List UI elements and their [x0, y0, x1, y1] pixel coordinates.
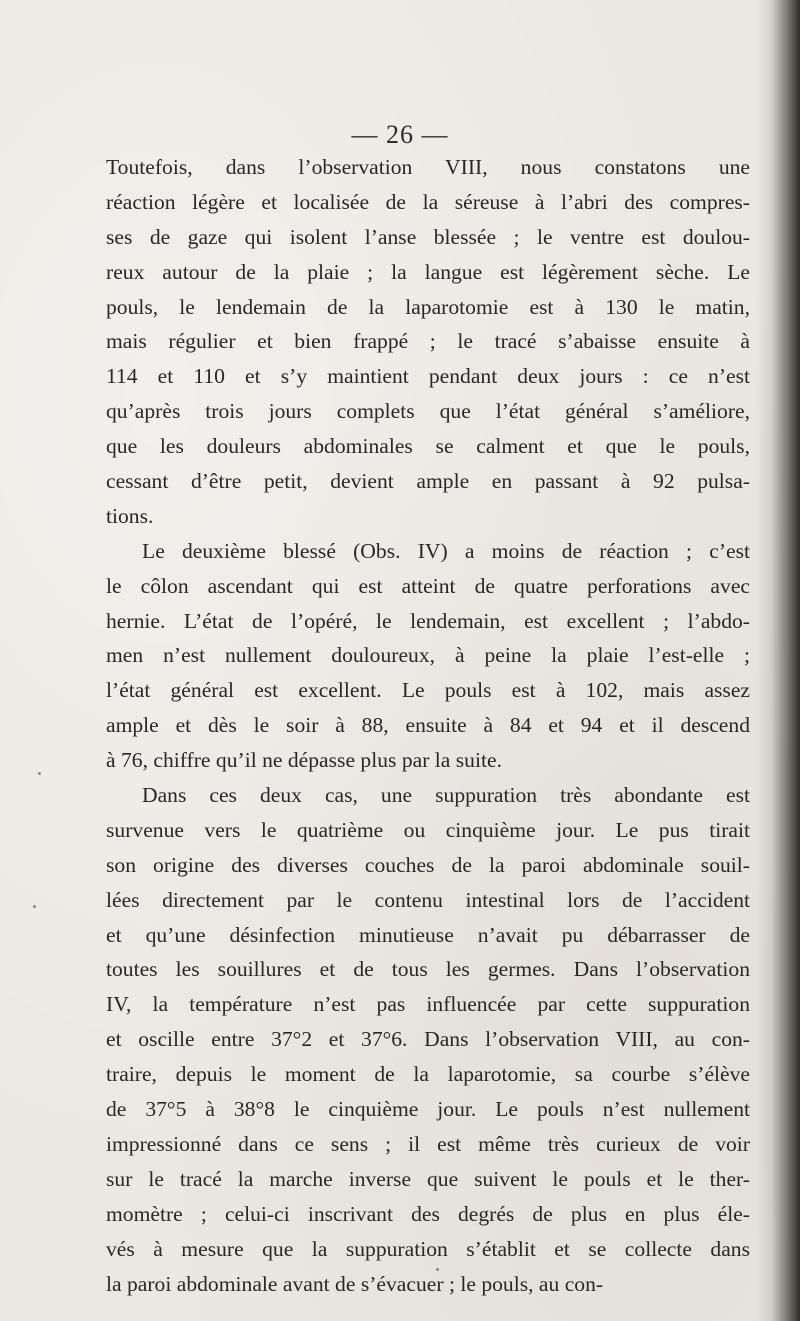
speck-mark	[33, 905, 36, 908]
text-line: la paroi abdominale avant de s’évacuer ; le pouls, au con-	[106, 1271, 604, 1296]
text-line: sur le tracé la marche inverse que suivent le pouls et le ther-	[106, 1166, 750, 1191]
text-line: cessant d’être petit, devient ample en passant à 92 pulsa-	[106, 469, 750, 494]
text-line: impressionné dans ce sens ; il est même très curieux de voir	[106, 1131, 750, 1156]
text-line: pouls, le lendemain de la laparotomie est à 130 le matin,	[106, 294, 750, 319]
text-line: qu’après trois jours complets que l’état général s’améliore,	[106, 399, 750, 424]
text-line: vés à mesure que la suppuration s’établit et se collecte dans	[106, 1236, 750, 1261]
paragraph	[106, 778, 750, 1301]
text-line: de 37°5 à 38°8 le cinquième jour. Le pouls n’est nullement	[106, 1097, 750, 1122]
paragraph	[106, 150, 750, 534]
text-line: hernie. L’état de l’opéré, le lendemain, est excellent ; l’abdo-	[106, 608, 750, 633]
text-line: 114 et 110 et s’y maintient pendant deux jours : ce n’est	[106, 364, 750, 389]
text-line: réaction légère et localisée de la séreuse à l’abri des compres-	[106, 189, 750, 214]
page-number: — 26 —	[351, 120, 449, 149]
body-text	[106, 150, 750, 1301]
text-line: survenue vers le quatrième ou cinquième jour. Le pus tirait	[106, 817, 750, 842]
text-line: Le deuxième blessé (Obs. IV) a moins de réaction ; c’est	[142, 538, 750, 563]
text-line: mais régulier et bien frappé ; le tracé s’abaisse ensuite à	[106, 329, 750, 354]
text-line: l’état général est excellent. Le pouls est à 102, mais assez	[106, 678, 750, 703]
text-line: Dans ces deux cas, une suppuration très abondante est	[142, 783, 750, 808]
text-line: ses de gaze qui isolent l’anse blessée ; le ventre est doulou-	[106, 224, 750, 249]
text-line: et qu’une désinfection minutieuse n’avait pu débarrasser de	[106, 922, 750, 947]
text-line: lées directement par le contenu intestinal lors de l’accident	[106, 887, 750, 912]
text-line: le côlon ascendant qui est atteint de quatre perforations avec	[106, 573, 750, 598]
book-binding-edge	[756, 0, 800, 1321]
text-line: et oscille entre 37°2 et 37°6. Dans l’observation VIII, au con-	[106, 1027, 750, 1052]
text-line: men n’est nullement douloureux, à peine la plaie l’est-elle ;	[106, 643, 750, 668]
text-line: reux autour de la plaie ; la langue est légèrement sèche. Le	[106, 259, 750, 284]
text-line: à 76, chiffre qu’il ne dépasse plus par la suite.	[106, 748, 502, 773]
speck-mark	[436, 1268, 439, 1271]
speck-mark	[38, 772, 41, 775]
text-line: tions.	[106, 503, 154, 528]
paragraph	[106, 534, 750, 778]
text-line: ample et dès le soir à 88, ensuite à 84 et 94 et il descend	[106, 713, 750, 738]
text-line: Toutefois, dans l’observation VIII, nous constatons une	[106, 155, 750, 179]
text-line: momètre ; celui-ci inscrivant des degrés de plus en plus éle-	[106, 1201, 750, 1226]
text-line: son origine des diverses couches de la paroi abdominale souil-	[106, 852, 750, 877]
text-line: que les douleurs abdominales se calment et que le pouls,	[106, 434, 750, 459]
text-line: traire, depuis le moment de la laparotomie, sa courbe s’élève	[106, 1062, 750, 1087]
text-line: toutes les souillures et de tous les germes. Dans l’observation	[106, 957, 750, 982]
text-line: IV, la température n’est pas influencée par cette suppuration	[106, 992, 750, 1017]
